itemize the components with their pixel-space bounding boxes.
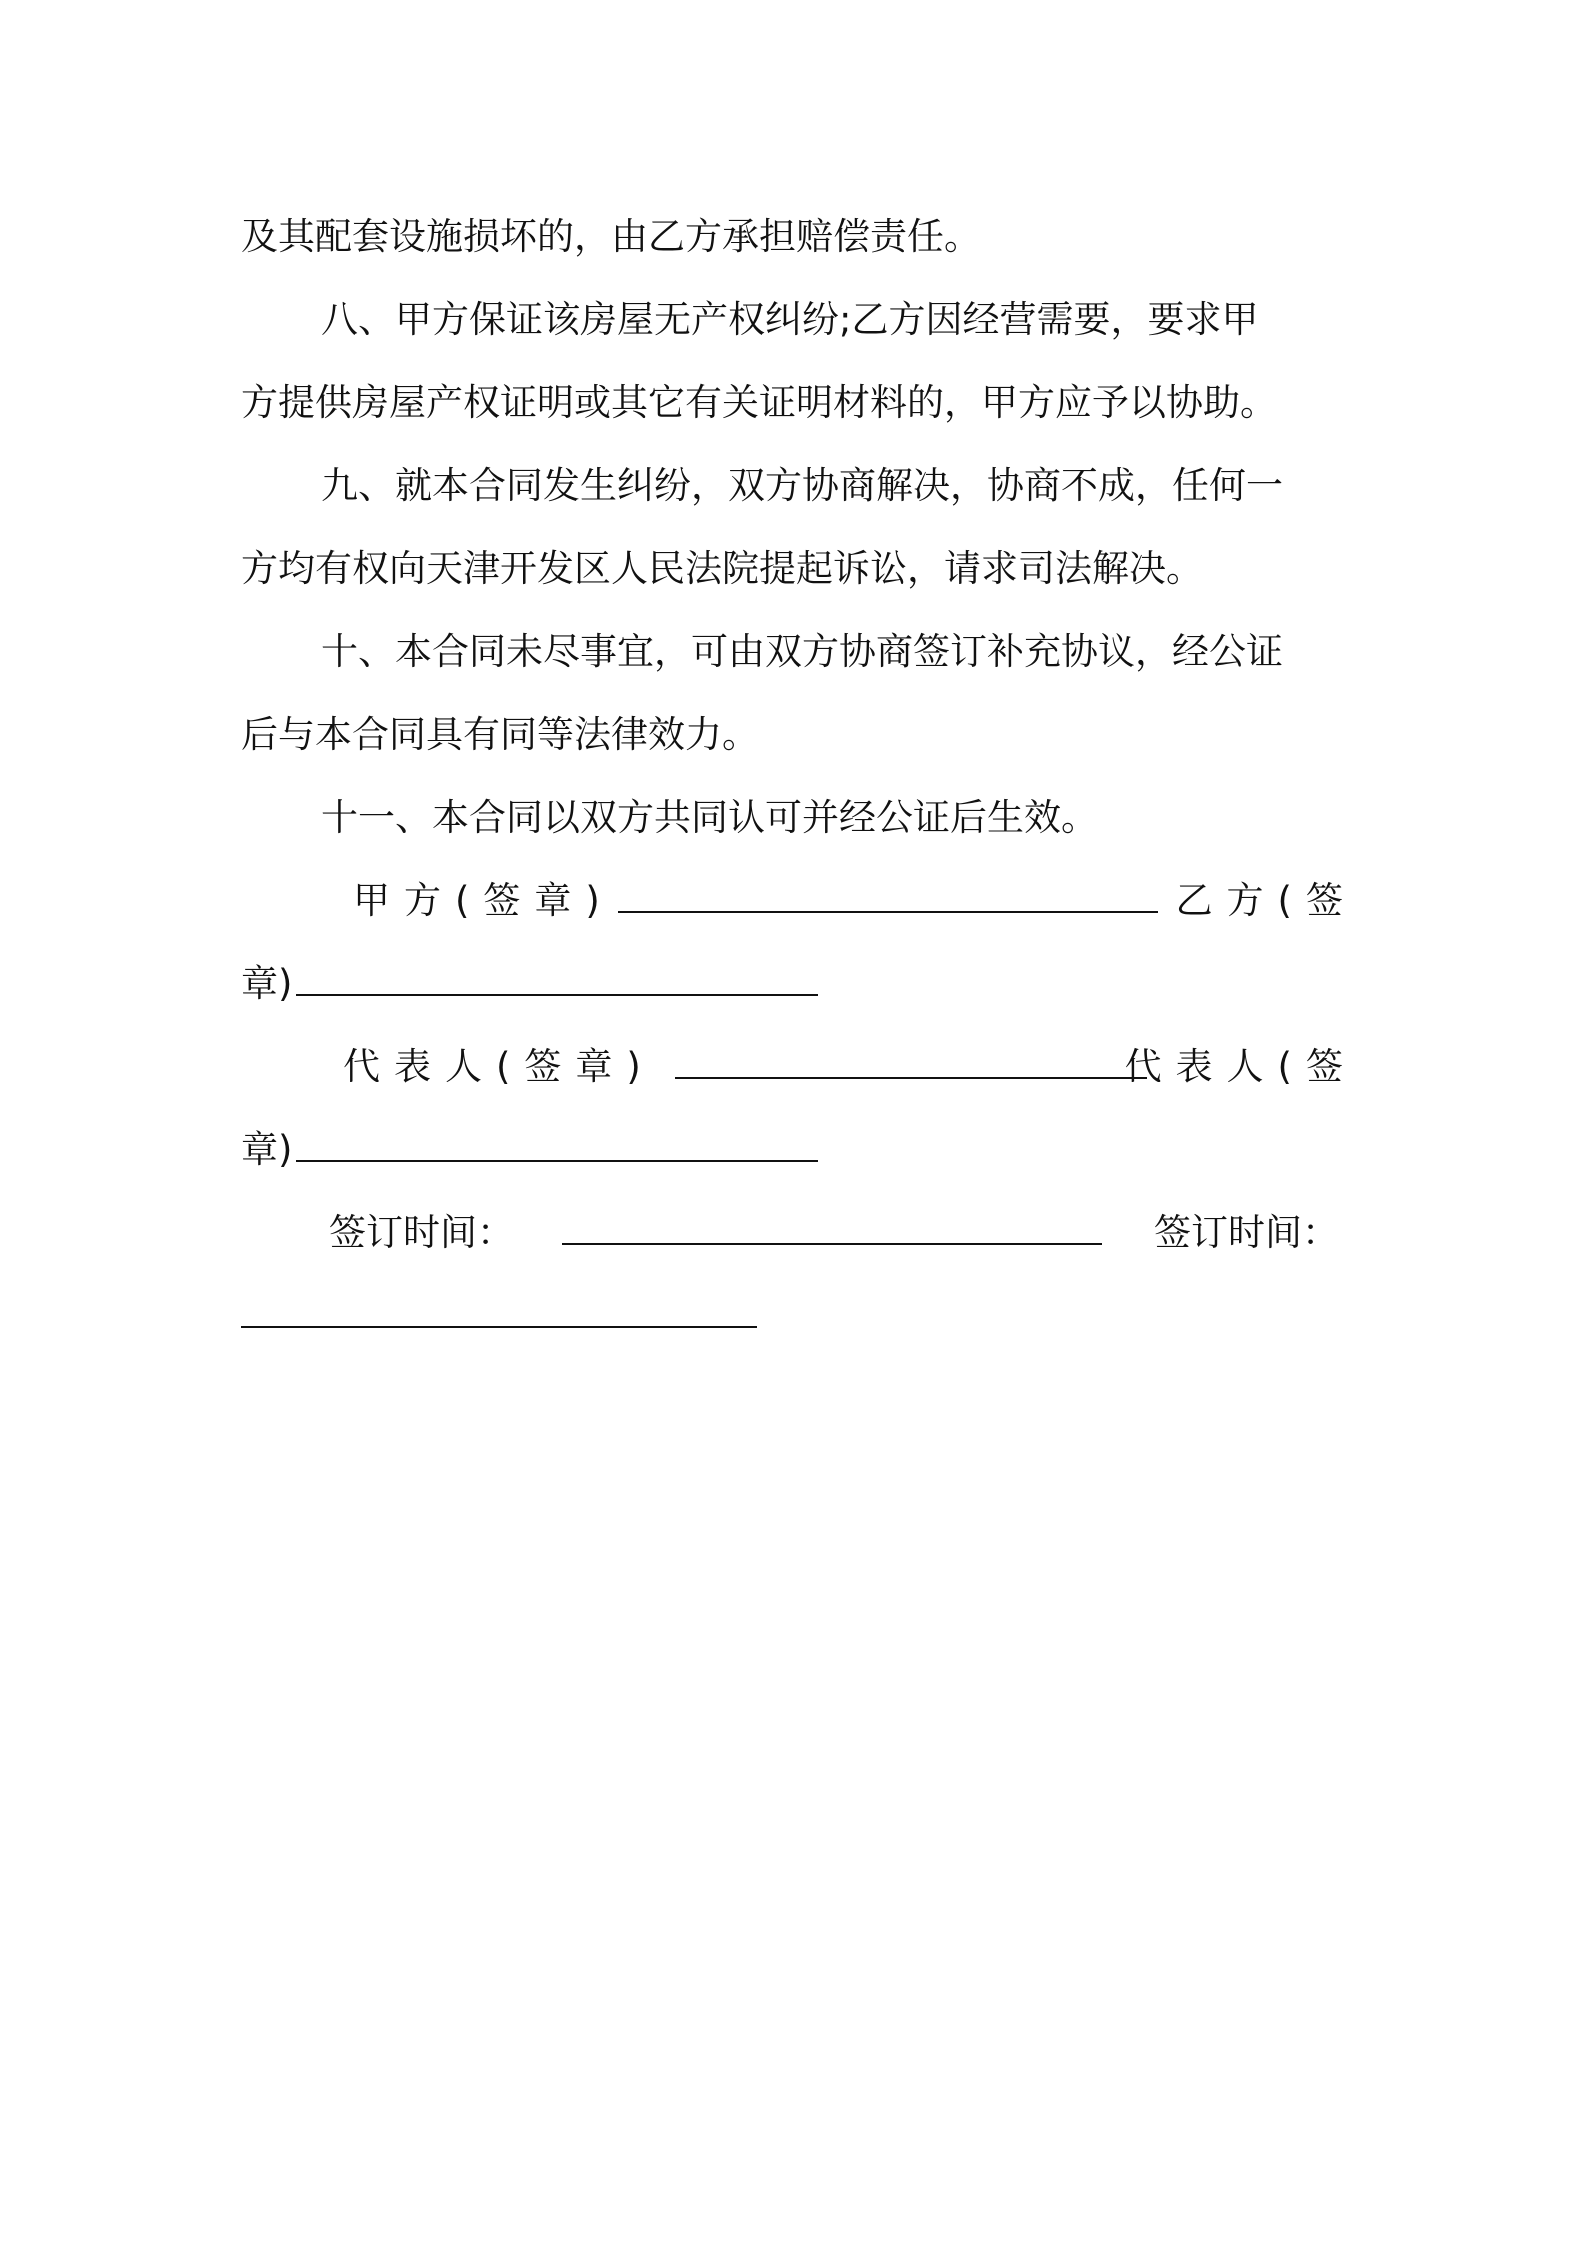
clause-8-line-2: 方提供房屋产权证明或其它有关证明材料的，甲方应予以协助。 [241,381,1277,424]
date-b-continuation [241,1274,1357,1357]
date-a-label: 签订时间： [329,1211,514,1254]
representative-signature-row [241,1025,1357,1108]
rep-b-signature-blank [296,1128,818,1162]
rep-b-signature-label-end: 章) [241,1128,293,1171]
party-a-signature-blank [618,879,1158,913]
rep-a-signature-blank [675,1045,1147,1079]
party-b-signature-label-end: 章) [241,962,293,1005]
clause-9-line-2: 方均有权向天津开发区人民法院提起诉讼，请求司法解决。 [241,547,1203,590]
contract-body [241,195,1357,1357]
party-b-signature-continuation [241,942,1357,1025]
rep-a-signature-label: 代表人(签章) [343,1045,655,1088]
date-a-blank [562,1211,1102,1245]
rep-b-signature-label: 代表人(签 [1124,1045,1357,1088]
clause-10-line-2: 后与本合同具有同等法律效力。 [241,713,759,756]
party-b-signature-blank [296,962,818,996]
party-a-signature-label: 甲方(签章) [353,879,614,922]
date-b-label: 签订时间： [1154,1211,1339,1254]
party-b-signature-label: 乙方(签 [1175,879,1357,922]
clause-8-line-1: 八、甲方保证该房屋无产权纠纷;乙方因经营需要，要求甲 [321,298,1259,341]
clause-11: 十一、本合同以双方共同认可并经公证后生效。 [321,796,1098,839]
clause-7-continuation: 及其配套设施损坏的，由乙方承担赔偿责任。 [241,215,981,258]
signing-date-row [241,1191,1357,1274]
party-signature-row [241,859,1357,942]
clause-10-line-1: 十、本合同未尽事宜，可由双方协商签订补充协议，经公证 [321,630,1283,673]
date-b-blank [241,1294,757,1328]
clause-9-line-1: 九、就本合同发生纠纷，双方协商解决，协商不成，任何一 [321,464,1283,507]
rep-b-signature-continuation [241,1108,1357,1191]
